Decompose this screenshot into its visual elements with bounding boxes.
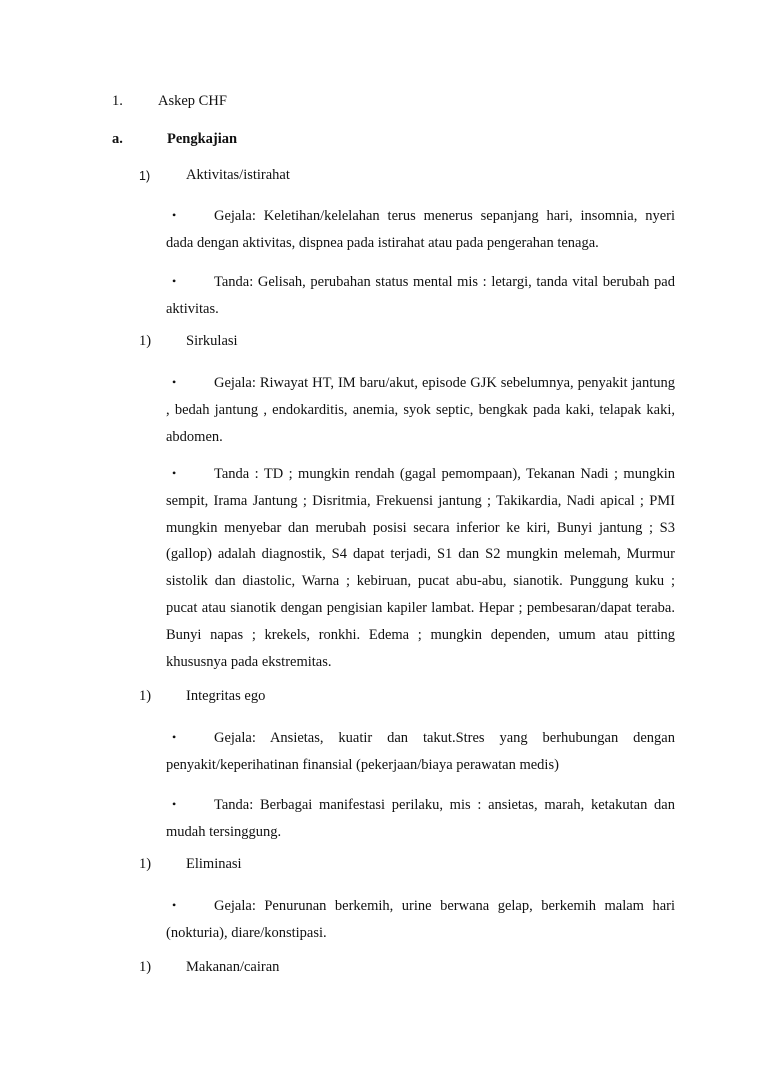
bullet-item: [166, 202, 675, 257]
bullet-item: [166, 369, 675, 450]
heading-number: 1.: [112, 93, 123, 109]
subheading-title: Pengkajian: [167, 131, 238, 147]
section-number: 1): [139, 688, 152, 704]
bullet-icon: •: [172, 730, 177, 744]
bullet-text: Gejala: Penurunan berkemih, urine berwana gelap, berkemih malam hari (nokturia), diare/konstipasi.: [166, 898, 675, 941]
bullet-text: Gejala: Riwayat HT, IM baru/akut, episode GJK sebelumnya, penyakit jantung , bedah jantung , endokarditis, anemia, syok septic, bengkak pada kaki, telapak kaki, abdomen.: [166, 375, 675, 445]
bullet-item: [166, 460, 675, 675]
bullet-item: [166, 892, 675, 947]
bullet-text: Tanda: Berbagai manifestasi perilaku, mis : ansietas, marah, ketakutan dan mudah tersinggung.: [166, 797, 675, 840]
section-title: Integritas ego: [186, 688, 266, 704]
bullet-item: [166, 724, 675, 779]
bullet-text: Tanda : TD ; mungkin rendah (gagal pemompaan), Tekanan Nadi ; mungkin sempit, Irama Jantung ; Disritmia, Frekuensi jantung ; Takikardia, Nadi apical ; PMI mungkin menyebar dan merubah posisi secara inferior ke kiri, Bunyi jantung ; S3 (gallop) adalah diagnostik, S4 dapat terjadi, S1 dan S2 mungkin melemah, Murmur sistolik dan diastolic, Warna ; kebiruan, pucat abu-abu, sianotik. Punggung kuku ; pucat atau sianotik dengan pengisian kapiler lambat. Hepar ; pembesaran/dapat teraba. Bunyi napas ; krekels, ronkhi. Edema ; mungkin dependen, umum atau pitting khususnya pada ekstremitas.: [166, 466, 675, 670]
section-title: Aktivitas/istirahat: [186, 167, 290, 183]
bullet-icon: •: [172, 208, 177, 222]
bullet-text: Tanda: Gelisah, perubahan status mental mis : letargi, tanda vital berubah pad aktivitas.: [166, 274, 675, 317]
bullet-icon: •: [172, 898, 177, 912]
bullet-icon: •: [172, 797, 177, 811]
section-title: Eliminasi: [186, 856, 242, 872]
bullet-icon: •: [172, 466, 177, 480]
bullet-text: Gejala: Keletihan/kelelahan terus menerus sepanjang hari, insomnia, nyeri dada dengan aktivitas, dispnea pada istirahat atau pada pengerahan tenaga.: [166, 208, 675, 251]
section-number: 1): [139, 959, 152, 975]
bullet-icon: •: [172, 375, 177, 389]
section-number: 1): [139, 333, 152, 349]
heading-title: Askep CHF: [158, 93, 227, 109]
section-title: Makanan/cairan: [186, 959, 280, 975]
bullet-text: Gejala: Ansietas, kuatir dan takut.Stres yang berhubungan dengan penyakit/keperihatinan finansial (pekerjaan/biaya perawatan medis): [166, 730, 675, 773]
section-title: Sirkulasi: [186, 333, 238, 349]
bullet-item: [166, 268, 675, 323]
bullet-item: [166, 791, 675, 846]
subheading-letter: a.: [112, 131, 123, 147]
section-number: 1): [139, 169, 151, 183]
bullet-icon: •: [172, 274, 177, 288]
section-number: 1): [139, 856, 152, 872]
